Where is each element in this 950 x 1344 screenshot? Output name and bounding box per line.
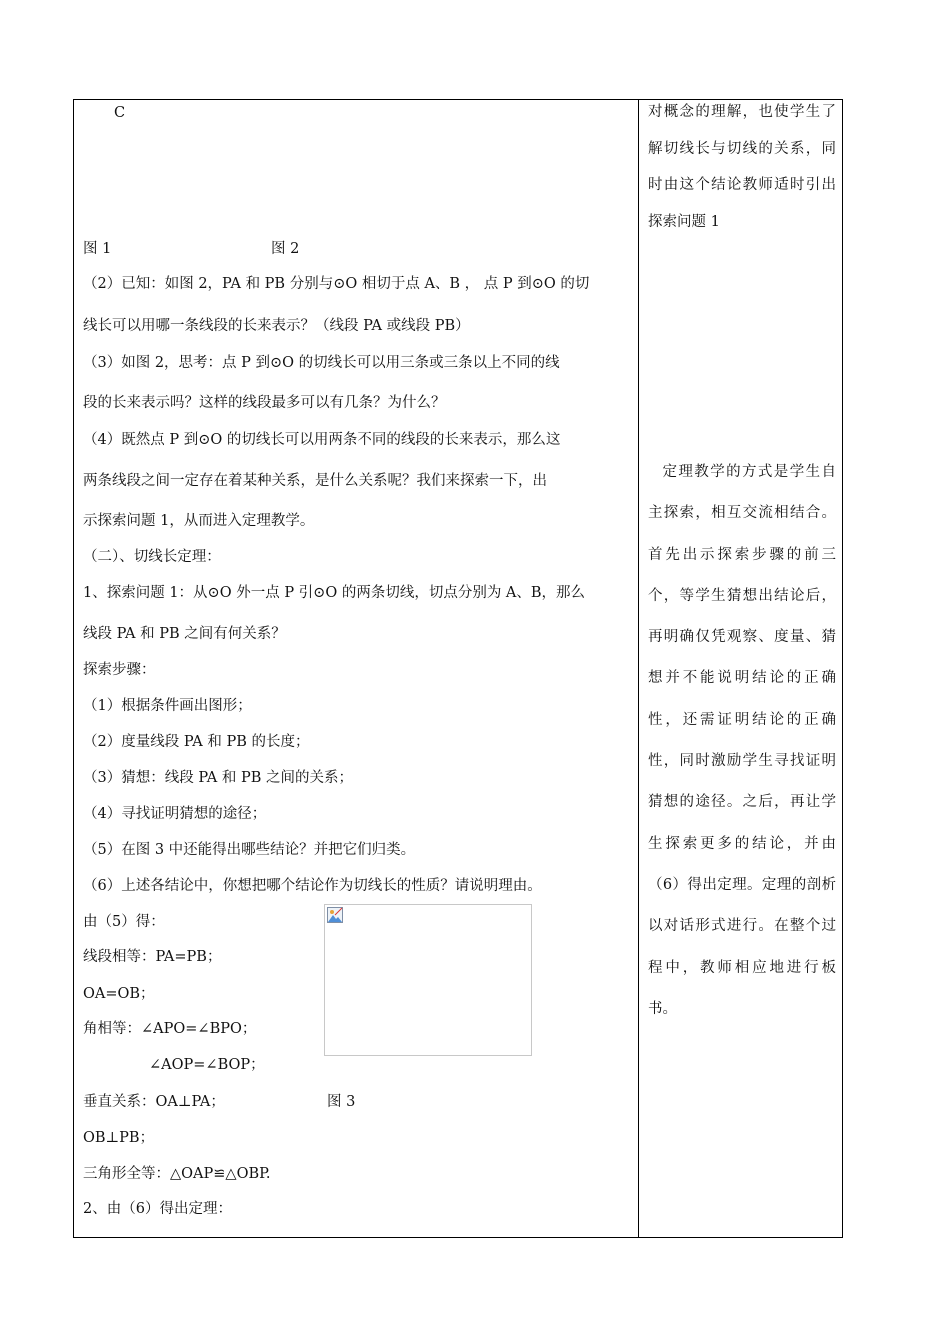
text-line: 2、由（6）得出定理：	[83, 1201, 232, 1217]
step-item: （2）度量线段 PA 和 PB 的长度；	[83, 734, 310, 750]
text-line: 1、探索问题 1：从⊙O 外一点 P 引⊙O 的两条切线，切点分别为 A、B，那么	[83, 585, 586, 601]
step-item: （4）寻找证明猜想的途径；	[83, 806, 267, 822]
section-heading: （二）、切线长定理：	[83, 549, 221, 565]
text-line: ∠AOP=∠BOP；	[149, 1057, 265, 1073]
text-line: 角相等：∠APO=∠BPO；	[83, 1021, 257, 1037]
teaching-note-2: 定理教学的方式是学生自主探索，相互交流相结合。首先出示探索步骤的前三个，等学生猜想出结论后，再明确仅凭观察、度量、猜想并不能说明结论的正确性，还需证明结论的正确性，同时激励学生寻找证明猜想的途径。之后，再让学生探索更多的结论，并由（6）得出定理。定理的剖析以对话形式进行。在整个过程中，教师相应地进行板书。	[648, 464, 836, 1017]
step-item: （1）根据条件画出图形；	[83, 698, 252, 714]
text-line: OB⊥PB；	[83, 1130, 155, 1146]
figure-2-caption: 图 2	[271, 241, 300, 257]
text-line: 段的长来表示吗？这样的线段最多可以有几条？为什么？	[83, 395, 446, 411]
text-line: 线段相等：PA=PB；	[83, 949, 222, 965]
text-line: 线长可以用哪一条线段的长来表示？（线段 PA 或线段 PB）	[83, 318, 470, 334]
teaching-note-1: 对概念的理解，也使学生了解切线长与切线的关系，同时由这个结论教师适时引出探索问题 1	[648, 104, 836, 230]
text-line: 三角形全等：△OAP≌△OBP.	[83, 1166, 271, 1182]
text-line: 两条线段之间一定存在着某种关系，是什么关系呢？我们来探索一下，出	[83, 473, 547, 489]
text-line: （4）既然点 P 到⊙O 的切线长可以用两条不同的线段的长来表示，那么这	[83, 432, 561, 448]
broken-image-icon	[327, 907, 343, 923]
step-item: （6）上述各结论中，你想把哪个结论作为切线长的性质？请说明理由。	[83, 878, 542, 894]
text-line: OA=OB；	[83, 986, 155, 1002]
text-line: 线段 PA 和 PB 之间有何关系？	[83, 626, 286, 642]
text-line: （2）已知：如图 2，PA 和 PB 分别与⊙O 相切于点 A、B ， 点 P 到⊙O 的切	[83, 276, 590, 292]
step-item: （5）在图 3 中还能得出哪些结论？并把它们归类。	[83, 842, 416, 858]
text-line: 垂直关系：OA⊥PA；	[83, 1094, 225, 1110]
column-divider	[638, 99, 639, 1238]
point-c-label: C	[114, 105, 126, 121]
figure-3-image	[324, 904, 532, 1056]
text-line: 示探索问题 1，从而进入定理教学。	[83, 513, 315, 529]
figure-3-caption: 图 3	[327, 1094, 356, 1110]
step-item: （3）猜想：线段 PA 和 PB 之间的关系；	[83, 770, 353, 786]
text-line: （3）如图 2，思考：点 P 到⊙O 的切线长可以用三条或三条以上不同的线	[83, 355, 560, 371]
text-line: 探索步骤：	[83, 662, 156, 678]
text-line: 由（5）得：	[83, 914, 165, 930]
figure-1-caption: 图 1	[83, 241, 112, 257]
